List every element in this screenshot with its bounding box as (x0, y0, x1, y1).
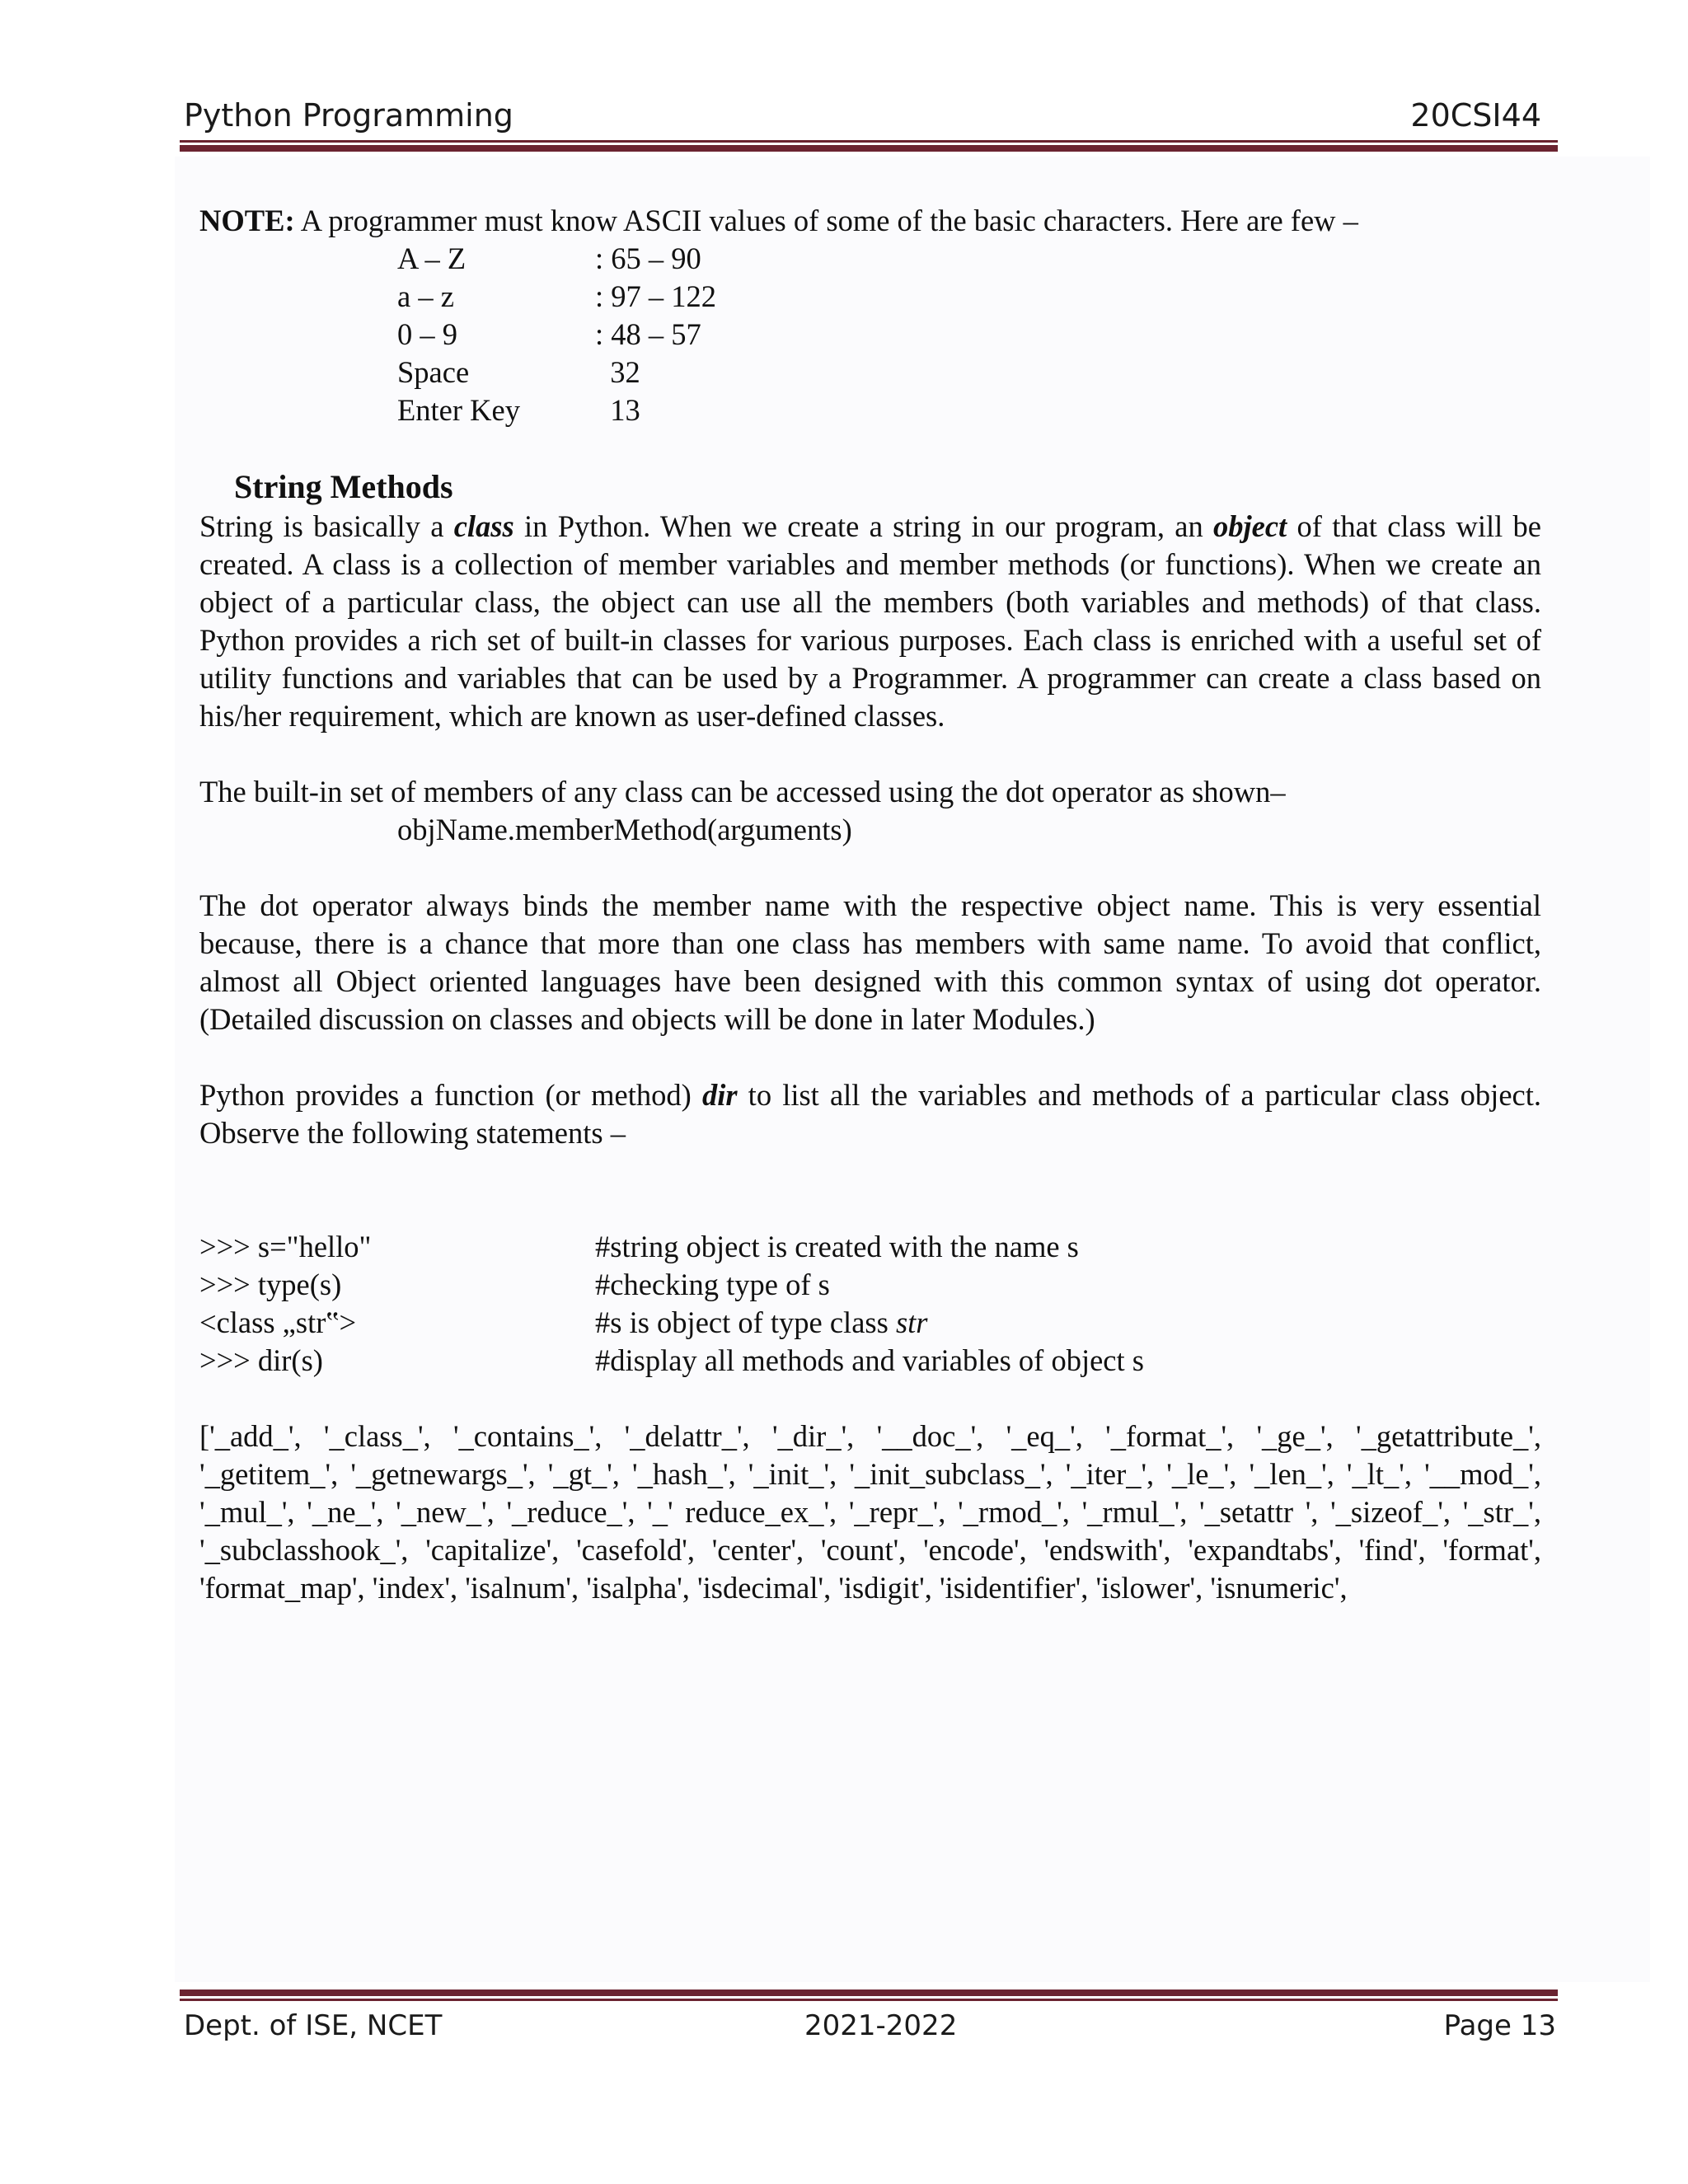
p1-keyword-object: object (1213, 509, 1287, 543)
header-rule-thick (180, 145, 1558, 152)
header-course-code: 20CSI44 (1410, 97, 1541, 134)
code-command: >>> dir(s) (199, 1343, 323, 1377)
footer-year: 2021-2022 (804, 2009, 958, 2042)
code-output: <class „str‟> (199, 1305, 357, 1339)
ascii-row (397, 354, 1541, 391)
code-comment: #string object is created with the name s (595, 1230, 1079, 1263)
ascii-row (397, 391, 1541, 429)
code-comment-text: #s is object of type class (595, 1305, 896, 1339)
ascii-key: 0 – 9 (397, 317, 457, 351)
p1-text-a: String is basically a (199, 509, 454, 543)
document-body (199, 202, 1541, 1607)
ascii-key: A – Z (397, 241, 467, 275)
note-text: A programmer must know ASCII values of some of the basic characters. Here are few – (294, 204, 1358, 237)
spacer (199, 1152, 1541, 1228)
string-methods-paragraph (199, 508, 1541, 735)
ascii-value: 32 (595, 355, 640, 389)
p4-text-a: Python provides a function (or method) (199, 1078, 702, 1112)
spacer (199, 1038, 1541, 1076)
dot-operator-paragraph: The dot operator always binds the member name with the respective object name. This is very essential because, there is a chance that more than one class has members with same name. To avoid that conflict, almost all Object oriented languages have been designed with this common syntax of using dot operator. (Detailed discussion on classes and objects will be done in later Modules.) (199, 888, 1541, 1036)
ascii-row (397, 240, 1541, 278)
section-title: String Methods (234, 468, 453, 505)
code-comment-italic: str (895, 1305, 928, 1339)
code-comment (595, 1304, 928, 1342)
p4-keyword-dir: dir (701, 1078, 738, 1112)
p4-text-b: to list all the variables and methods of a particular class object. Observe the following statements – (199, 1078, 1541, 1150)
ascii-row (397, 278, 1541, 316)
ascii-row (397, 316, 1541, 354)
ascii-table (397, 240, 1541, 429)
code-command: >>> s="hello" (199, 1230, 372, 1263)
code-example (199, 1228, 1541, 1380)
p1-text-b: in Python. When we create a string in our program, an (513, 509, 1213, 543)
dot-operator-intro: The built-in set of members of any class can be accessed using the dot operator as shown– (199, 775, 1286, 808)
footer-department: Dept. of ISE, NCET (184, 2009, 443, 2042)
spacer (199, 849, 1541, 887)
header-rule-thin (180, 140, 1558, 143)
code-comment: #checking type of s (595, 1268, 830, 1301)
ascii-key: Enter Key (397, 393, 520, 427)
ascii-value: : 65 – 90 (595, 241, 701, 275)
spacer (199, 1380, 1541, 1418)
header-title: Python Programming (184, 97, 513, 134)
note-paragraph (199, 202, 1541, 240)
code-comment: #display all methods and variables of object s (595, 1343, 1144, 1377)
ascii-value: : 97 – 122 (595, 279, 717, 313)
ascii-key: a – z (397, 279, 454, 313)
p1-text-c: of that class will be created. A class is a collection of member variables and member methods (or functions). When we create an object of a particular class, the object can use all the members (both variables and methods) of that class. Python provides a rich set of built-in classes for various purposes. Each class is enriched with a useful set of utility functions and variables that can be used by a Programmer. A programmer can create a class based on his/her requirement, which are known as user-defined classes. (199, 509, 1541, 733)
p1-keyword-class: class (453, 509, 514, 543)
code-row (199, 1342, 1541, 1380)
code-row (199, 1304, 1541, 1342)
spacer (199, 735, 1541, 773)
footer-rule-thin (180, 1999, 1558, 2001)
footer-rule-thick (180, 1990, 1558, 1996)
code-row (199, 1266, 1541, 1304)
ascii-value: : 48 – 57 (595, 317, 701, 351)
syntax-example: objName.memberMethod(arguments) (397, 813, 852, 846)
code-row (199, 1228, 1541, 1266)
code-command: >>> type(s) (199, 1268, 342, 1301)
dir-output-list: ['_add_', '_class_', '_contains_', '_delattr_', '_dir_', '__doc_', '_eq_', '_format_', '_ge_', '_getattribute_', '_getitem_', '_getnewargs_', '_gt_', '_hash_', '_init_', '_init_subclass_', '_iter_', '_le_', '_len_', '_lt_', '__mod_', '_mul_', '_ne_', '_new_', '_reduce_', '_' reduce_ex_', '_repr_', '_rmod_', '_rmul_', '_setattr ', '_sizeof_', '_str_', '_subclasshook_', 'capitalize', 'casefold', 'center', 'count', 'encode', 'endswith', 'expandtabs', 'find', 'format', 'format_map', 'index', 'isalnum', 'isalpha', 'isdecimal', 'isdigit', 'isidentifier', 'islower', 'isnumeric', (199, 1419, 1541, 1605)
ascii-key: Space (397, 355, 470, 389)
note-label: NOTE: (199, 204, 295, 237)
ascii-value: 13 (595, 393, 640, 427)
dir-paragraph (199, 1076, 1541, 1152)
footer-page-number: Page 13 (1443, 2009, 1556, 2042)
